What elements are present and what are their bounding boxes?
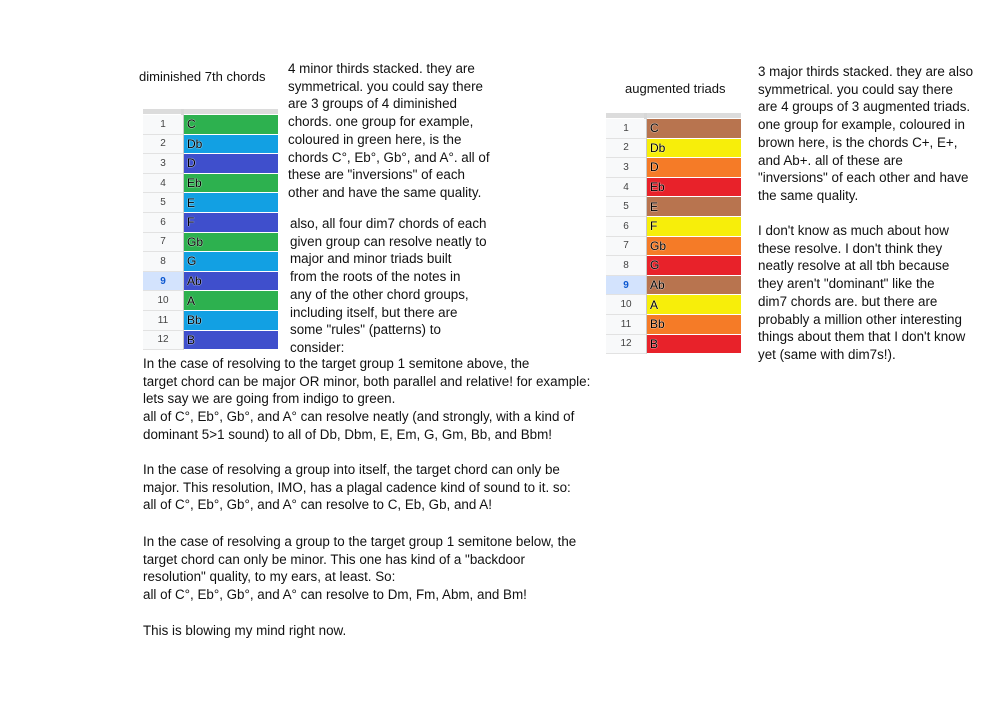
row-number[interactable]: 7 <box>606 237 647 257</box>
row-number[interactable]: 6 <box>606 217 647 237</box>
note-label: Bb <box>187 313 202 328</box>
table-row[interactable] <box>143 291 278 311</box>
note-label: E <box>650 199 659 214</box>
aug-description: 3 major thirds stacked. they are also symmetrical. you could say there are 4 groups of 3 augmented triads. one group for example, coloured in brown here, is the chords C+, E+, and Ab+. all of these are "inversions" of each other and have the same quality. <box>758 64 974 203</box>
note-cell[interactable] <box>184 252 278 272</box>
note-label: Ab <box>650 278 665 293</box>
table-row[interactable] <box>143 174 278 194</box>
note-cell[interactable] <box>184 154 278 174</box>
row-number[interactable]: 5 <box>606 197 647 217</box>
row-number[interactable]: 2 <box>606 139 647 159</box>
note-cell[interactable] <box>647 237 741 257</box>
note-label: B <box>650 336 659 351</box>
table-row[interactable] <box>606 217 741 237</box>
note-label: Gb <box>187 234 204 249</box>
dim7-sheet-header <box>143 109 278 114</box>
note-label: F <box>187 215 195 230</box>
row-number[interactable]: 12 <box>143 331 184 351</box>
table-row[interactable] <box>143 154 278 174</box>
row-number[interactable]: 9 <box>143 272 184 292</box>
row-number[interactable]: 6 <box>143 213 184 233</box>
table-row[interactable] <box>143 331 278 351</box>
note-label: Ab <box>187 274 202 289</box>
note-cell[interactable] <box>647 315 741 335</box>
note-label: Gb <box>650 238 667 253</box>
note-cell[interactable] <box>647 335 741 355</box>
table-row[interactable] <box>143 252 278 272</box>
row-number[interactable]: 9 <box>606 276 647 296</box>
note-label: Db <box>650 140 666 155</box>
row-number[interactable]: 1 <box>143 115 184 135</box>
row-number[interactable]: 4 <box>606 178 647 198</box>
note-cell[interactable] <box>647 197 741 217</box>
note-label: C <box>650 121 659 136</box>
table-row[interactable] <box>606 315 741 335</box>
row-number[interactable]: 3 <box>606 158 647 178</box>
aug-title: augmented triads <box>625 81 726 96</box>
note-cell[interactable] <box>647 119 741 139</box>
note-label: G <box>187 254 197 269</box>
note-label: Eb <box>187 176 202 191</box>
note-label: F <box>650 219 658 234</box>
row-number[interactable]: 7 <box>143 233 184 253</box>
table-row[interactable] <box>606 276 741 296</box>
note-cell[interactable] <box>184 311 278 331</box>
rule-same-group: In the case of resolving a group into itself, the target chord can only be major. This resolution, IMO, has a plagal cadence kind of sound to it. so: all of C°, Eb°, Gb°, and A° can resolve to C, Eb, Gb, and A! <box>143 462 571 513</box>
note-cell[interactable] <box>184 193 278 213</box>
note-label: A <box>187 293 196 308</box>
row-number[interactable]: 3 <box>143 154 184 174</box>
row-number[interactable]: 12 <box>606 335 647 355</box>
note-label: Db <box>187 136 203 151</box>
rule-semitone-below: In the case of resolving a group to the target group 1 semitone below, the target chord can only be minor. This one has kind of a "backdoor resolution" quality, to my ears, at least. So: all of C°, Eb°, Gb°, and A° can resolve to Dm, Fm, Abm, and Bm! <box>143 534 577 603</box>
row-number[interactable]: 4 <box>143 174 184 194</box>
row-number[interactable]: 1 <box>606 119 647 139</box>
note-label: Eb <box>650 180 665 195</box>
row-number[interactable]: 11 <box>606 315 647 335</box>
note-label: A <box>650 297 659 312</box>
dim7-description: 4 minor thirds stacked. they are symmetrical. you could say there are 3 groups of 4 diminished chords. one group for example, coloured in green here, is the chords C°, Eb°, Gb°, and A°. all of these are "inversions" of each other and have the same quality. <box>288 61 490 200</box>
note-cell[interactable] <box>647 295 741 315</box>
note-cell[interactable] <box>184 213 278 233</box>
note-cell[interactable] <box>184 233 278 253</box>
note-label: B <box>187 332 196 347</box>
note-cell[interactable] <box>647 256 741 276</box>
note-cell[interactable] <box>184 174 278 194</box>
table-row[interactable] <box>606 158 741 178</box>
table-row[interactable] <box>606 119 741 139</box>
table-row[interactable] <box>606 256 741 276</box>
rule-semitone-above: In the case of resolving to the target group 1 semitone above, the target chord can be major OR minor, both parallel and relative! for example: lets say we are going from indigo to green. all of C°, Eb°, Gb°, and A° can resolve neatly (and strongly, with a kind of dominant 5>1 sound) to all of Db, Dbm, E, Em, G, Gm, Bb, and Bbm! <box>143 356 591 442</box>
note-label: D <box>187 156 196 171</box>
table-row[interactable] <box>143 311 278 331</box>
dim7-resolution-intro: also, all four dim7 chords of each given group can resolve neatly to major and minor triads built from the roots of the notes in any of the other chord groups, including itself, but there are some "rules" (patterns) to consider: <box>290 216 487 355</box>
table-row[interactable] <box>606 178 741 198</box>
row-number[interactable]: 2 <box>143 135 184 155</box>
table-row[interactable] <box>606 139 741 159</box>
table-row[interactable] <box>143 272 278 292</box>
row-number[interactable]: 10 <box>143 291 184 311</box>
dim7-title: diminished 7th chords <box>139 69 266 84</box>
note-label: D <box>650 160 659 175</box>
aug-note-table <box>606 119 741 355</box>
table-row[interactable] <box>143 115 278 135</box>
note-cell[interactable] <box>647 276 741 296</box>
table-row[interactable] <box>606 237 741 257</box>
row-number[interactable]: 8 <box>143 252 184 272</box>
note-cell[interactable] <box>184 291 278 311</box>
note-cell[interactable] <box>647 178 741 198</box>
note-label: C <box>187 117 196 132</box>
note-cell[interactable] <box>647 217 741 237</box>
note-cell[interactable] <box>184 272 278 292</box>
aug-sheet-header <box>606 113 741 118</box>
note-cell[interactable] <box>184 331 278 351</box>
table-row[interactable] <box>606 295 741 315</box>
row-number[interactable]: 5 <box>143 193 184 213</box>
table-row[interactable] <box>143 213 278 233</box>
row-number[interactable]: 10 <box>606 295 647 315</box>
note-label: E <box>187 195 196 210</box>
aug-resolution-note: I don't know as much about how these resolve. I don't think they neatly resolve at all tbh because they aren't "dominant" like the dim7 chords are. but there are probably a million other interesting things about them that I don't know yet (same with dim7s!). <box>758 223 966 362</box>
note-cell[interactable] <box>184 135 278 155</box>
note-cell[interactable] <box>647 158 741 178</box>
table-row[interactable] <box>606 335 741 355</box>
note-cell[interactable] <box>647 139 741 159</box>
note-label: Bb <box>650 317 665 332</box>
table-row[interactable] <box>143 233 278 253</box>
closing-remark: This is blowing my mind right now. <box>143 623 347 638</box>
table-row[interactable] <box>606 197 741 217</box>
row-number[interactable]: 11 <box>143 311 184 331</box>
table-row[interactable] <box>143 135 278 155</box>
dim7-note-table <box>143 115 278 351</box>
table-row[interactable] <box>143 193 278 213</box>
note-cell[interactable] <box>184 115 278 135</box>
note-label: G <box>650 258 660 273</box>
row-number[interactable]: 8 <box>606 256 647 276</box>
